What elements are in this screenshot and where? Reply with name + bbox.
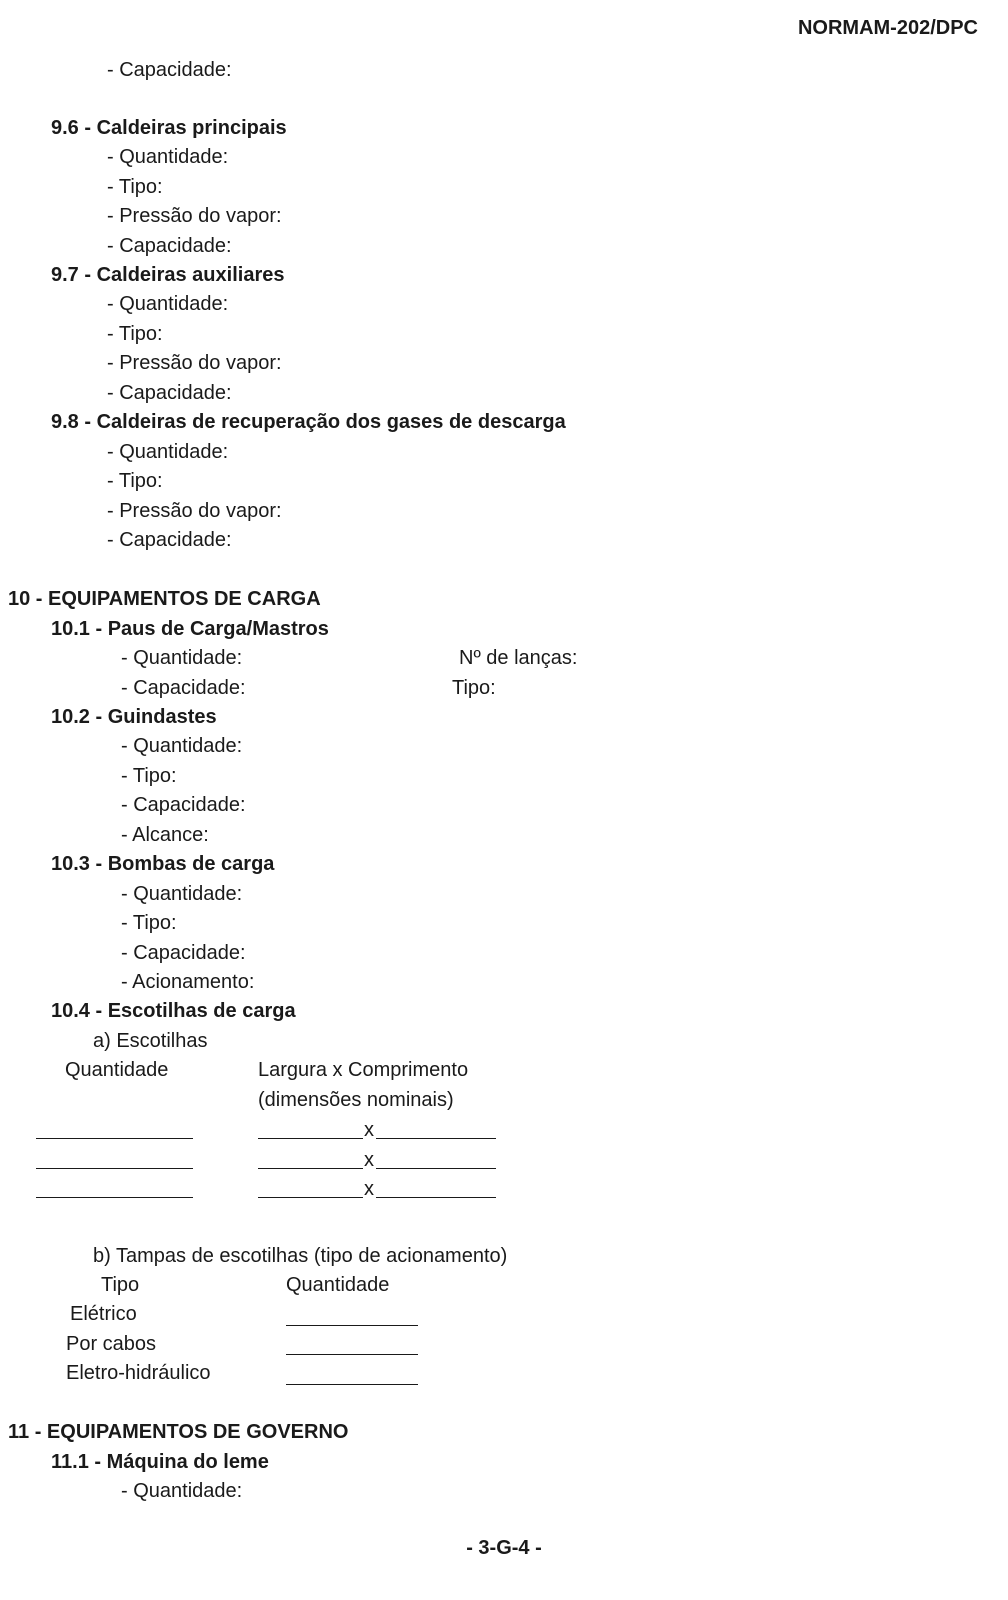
field-quantidade: - Quantidade: (107, 441, 229, 463)
column-header-dimensoes: Largura x Comprimento (258, 1059, 469, 1081)
column-header-dimensoes-note: (dimensões nominais) (258, 1089, 454, 1111)
row-label-eletro-hidraulico: Eletro-hidráulico (66, 1362, 211, 1384)
field-quantidade: - Quantidade: (107, 146, 229, 168)
blank-line-quantidade[interactable] (36, 1168, 193, 1169)
field-tipo: - Tipo: (107, 176, 163, 198)
blank-line-quantidade[interactable] (36, 1197, 193, 1198)
field-capacidade: - Capacidade: (107, 235, 232, 257)
section-title-10-1: 10.1 - Paus de Carga/Mastros (51, 618, 329, 640)
blank-line-quantidade[interactable] (286, 1384, 418, 1385)
field-quantidade: - Quantidade: (121, 735, 243, 757)
section-title-9-8: 9.8 - Caldeiras de recuperação dos gases de descarga (51, 411, 566, 433)
blank-line-largura[interactable] (258, 1138, 363, 1139)
row-label-eletrico: Elétrico (70, 1303, 137, 1325)
field-alcance: - Alcance: (121, 824, 209, 846)
field-capacidade: - Capacidade: (107, 382, 232, 404)
subsection-escotilhas: a) Escotilhas (93, 1030, 208, 1052)
field-capacidade: - Capacidade: (121, 794, 246, 816)
field-tipo: Tipo: (452, 677, 496, 699)
blank-line-quantidade[interactable] (286, 1325, 418, 1326)
field-pressao-vapor: - Pressão do vapor: (107, 352, 282, 374)
document-code: NORMAM-202/DPC (797, 17, 978, 39)
field-numero-lancas: Nº de lanças: (459, 647, 578, 669)
field-quantidade: - Quantidade: (107, 293, 229, 315)
blank-line-comprimento[interactable] (376, 1197, 496, 1198)
section-title-10: 10 - EQUIPAMENTOS DE CARGA (8, 588, 321, 610)
field-capacidade: - Capacidade: (107, 59, 232, 81)
blank-line-comprimento[interactable] (376, 1138, 496, 1139)
field-acionamento: - Acionamento: (121, 971, 255, 993)
field-quantidade: - Quantidade: (121, 647, 243, 669)
field-tipo: - Tipo: (107, 470, 163, 492)
subsection-tampas-escotilhas: b) Tampas de escotilhas (tipo de acionamento) (93, 1245, 508, 1267)
section-title-11: 11 - EQUIPAMENTOS DE GOVERNO (8, 1421, 349, 1443)
blank-line-largura[interactable] (258, 1197, 363, 1198)
section-title-10-4: 10.4 - Escotilhas de carga (51, 1000, 296, 1022)
section-title-9-7: 9.7 - Caldeiras auxiliares (51, 264, 285, 286)
blank-line-quantidade[interactable] (286, 1354, 418, 1355)
field-tipo: - Tipo: (121, 765, 177, 787)
section-title-9-6: 9.6 - Caldeiras principais (51, 117, 287, 139)
blank-line-quantidade[interactable] (36, 1138, 193, 1139)
column-header-tipo: Tipo (101, 1274, 140, 1296)
field-capacidade: - Capacidade: (121, 677, 246, 699)
field-capacidade: - Capacidade: (121, 942, 246, 964)
page-number: - 3-G-4 - (466, 1537, 542, 1559)
dimension-separator: x (364, 1149, 374, 1171)
field-tipo: - Tipo: (121, 912, 177, 934)
section-title-11-1: 11.1 - Máquina do leme (51, 1451, 269, 1473)
column-header-quantidade: Quantidade (286, 1274, 390, 1296)
field-pressao-vapor: - Pressão do vapor: (107, 205, 282, 227)
dimension-separator: x (364, 1178, 374, 1200)
field-quantidade: - Quantidade: (121, 1480, 243, 1502)
field-quantidade: - Quantidade: (121, 883, 243, 905)
field-pressao-vapor: - Pressão do vapor: (107, 500, 282, 522)
column-header-quantidade: Quantidade (65, 1059, 169, 1081)
blank-line-comprimento[interactable] (376, 1168, 496, 1169)
row-label-por-cabos: Por cabos (66, 1333, 157, 1355)
dimension-separator: x (364, 1119, 374, 1141)
section-title-10-3: 10.3 - Bombas de carga (51, 853, 275, 875)
field-capacidade: - Capacidade: (107, 529, 232, 551)
field-tipo: - Tipo: (107, 323, 163, 345)
blank-line-largura[interactable] (258, 1168, 363, 1169)
section-title-10-2: 10.2 - Guindastes (51, 706, 217, 728)
